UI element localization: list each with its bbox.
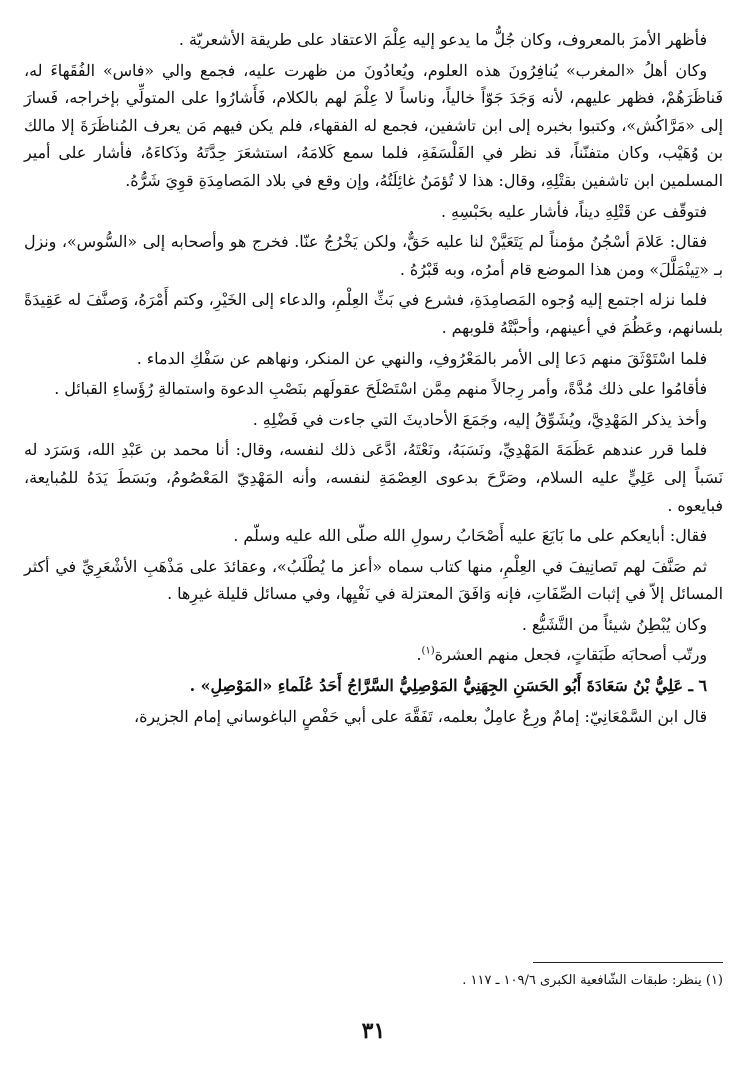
paragraph: فلما اسْتَوْثَقَ منهم دَعا إلى الأمر بالمَعْرُوفِ، والنهي عن المنكر، ونهاهم عن سَفْكِ الدماء . bbox=[136, 348, 707, 368]
paragraph: فلما نزله اجتمع إليه وُجوه المَصامِدَةِ، فشرع في بَثِّ العِلْمِ، والدعاء إلى الخَيْرِ، وكتم أَمْرَهُ، وَصنَّفَ له عَقِيدَةً بلسانهم، وعَظُمَ في أعينهم، وأحبَّتْهُ قلوبهم . bbox=[24, 290, 723, 337]
paragraph: ثم صَنَّفَ لهم تَصانِيفَ في العِلْمِ، منها كتاب سماه «أعز ما يُطْلَبُ»، وعقائدَ على مَذْهَبِ الأشْعَرِيِّ في أكثر المسائل إلاّ في إثبات الصِّفَاتِ، فإنه وَافَقَ المعتزلة في نَفْيِها، وفي مسائل قليلة غيرِها . bbox=[24, 556, 723, 604]
paragraph: ورتّب أصحابَه طَبَقاتٍ، فجعل منهم العشرة$^{(١)}$. bbox=[416, 645, 707, 665]
paragraph: قال ابن السَّمْعَانِيّ: إمامٌ ورِعٌ عامِلٌ بعلمه، تَفَقَّهَ على أبي حَفْصٍ الباغوساني إمام الجزيرة، bbox=[133, 706, 707, 726]
paragraph: وكان أهلُ «المغرب» يُنافِرُونَ هذه العلوم، ويُعادُونَ من ظهرت عليه، فجمع والي «فاس» الفُقَهاءَ له، فَناظَرَهُمْ، فظهر عليهم، لأنه وَجَدَ جَوّاً خالياً، وناساً لا عِلْمَ لهم بالكلام، فَأَشارُوا على المتولِّي بإخراجه، فَسارَ إلى «مَرَّاكُش»، وكتبوا بخبره إلى ابن تاشفين، فجمع له الفقهاء، فلم يكن فيهم مَن يعرف المُناظَرَةَ إلا مالك بن وُهَيْب، وكان متفنّناً، قد نظر في الفَلْسَفَةِ، فلما سمع كَلامَهُ، استشعَرَ حِدَّتَهُ وذَكاءَهُ، فأشار على أمير المسلمين ابن تاشفين بقتْلِهِ، وقال: هذا لا تُؤمَنُ غائِلَتُهُ، وإن وقع في بلاد المَصامِدَةِ قوِيَ شَرُّهُ. bbox=[24, 60, 723, 190]
paragraph: فقال: عَلامَ أسْجُنُ مؤمناً لم يَتَعَيَّنْ لنا عليه حَقٌّ، ولكن يَخْرُجُ عنّا. فخرج هو وأصحابه إلى «السُّوس»، ونزل بـ «تِينْمَلَّلَ» ومن هذا الموضع قام أمرُه، وبه قَبْرُهُ . bbox=[24, 232, 723, 279]
paragraph: فلما قرر عندهم عَظَمَةَ المَهْدِيِّ، ونَسَبَهُ، ونَعْتَهُ، ادَّعَى ذلك لنفسه، وقال: أنا محمد بن عَبْدِ الله، وَسَرَد له نَسَباً إلى عَلِيٍّ عليه السلام، وصَرَّحَ بدعوى العِصْمَةِ لنفسه، وأنه المَهْدِيّ المَعْصُومُ، وبَسَطَ يَدَهُ للمُبايعة، فبايعوه . bbox=[24, 440, 723, 515]
biography-heading: ٦ ـ عَلِيُّ بْنُ سَعَادَةَ أَبُو الحَسَنِ الجِهَنِيُّ المَوْصِلِيُّ السَّرَّاجُ أَحَدُ عُلَماءِ «المَوْصِلِ» . bbox=[189, 676, 707, 696]
footnote-divider bbox=[533, 962, 723, 963]
footnote-marker: (١) bbox=[421, 646, 435, 658]
paragraph: وكان يُبْطِنُ شيئاً من التَّشَيُّع . bbox=[521, 614, 707, 634]
paragraph-text: ورتّب أصحابَه طَبَقاتٍ، فجعل منهم العشرة bbox=[434, 645, 707, 665]
paragraph: فتوقّف عن قَتْلِهِ ديناً، فأشار عليه بحَبْسِهِ . bbox=[441, 201, 707, 221]
paragraph: فقال: أبايعكم على ما بَايَعَ عليه أَصْحَابُ رسولِ الله صلّى الله عليه وسلّم . bbox=[233, 526, 707, 546]
body-text bbox=[24, 26, 723, 733]
paragraph: فأقامُوا على ذلك مُدَّةً، وأمر رِجالاً منهم مِمَّن اسْتَصْلَحَ عقولَهم بنَصْبِ الدعوة واستمالةِ رُؤَساءِ القبائل . bbox=[54, 379, 707, 399]
paragraph: وأخذ يذكر المَهْدِيَّ، ويُشَوِّقُ إليه، وجَمَعَ الأحاديثَ التي جاءت في فَضْلِهِ . bbox=[252, 409, 707, 429]
paragraph: فأظهر الأمرَ بالمعروف، وكان جُلُّ ما يدعو إليه عِلْمَ الاعتقاد على طريقة الأشعريّة . bbox=[178, 30, 707, 49]
footnote: (١) ينظر: طبقات الشّافعية الكبرى ١٠٩/٦ ـ ١١٧ . bbox=[462, 973, 723, 988]
page-number: ٣١ bbox=[361, 1018, 386, 1044]
